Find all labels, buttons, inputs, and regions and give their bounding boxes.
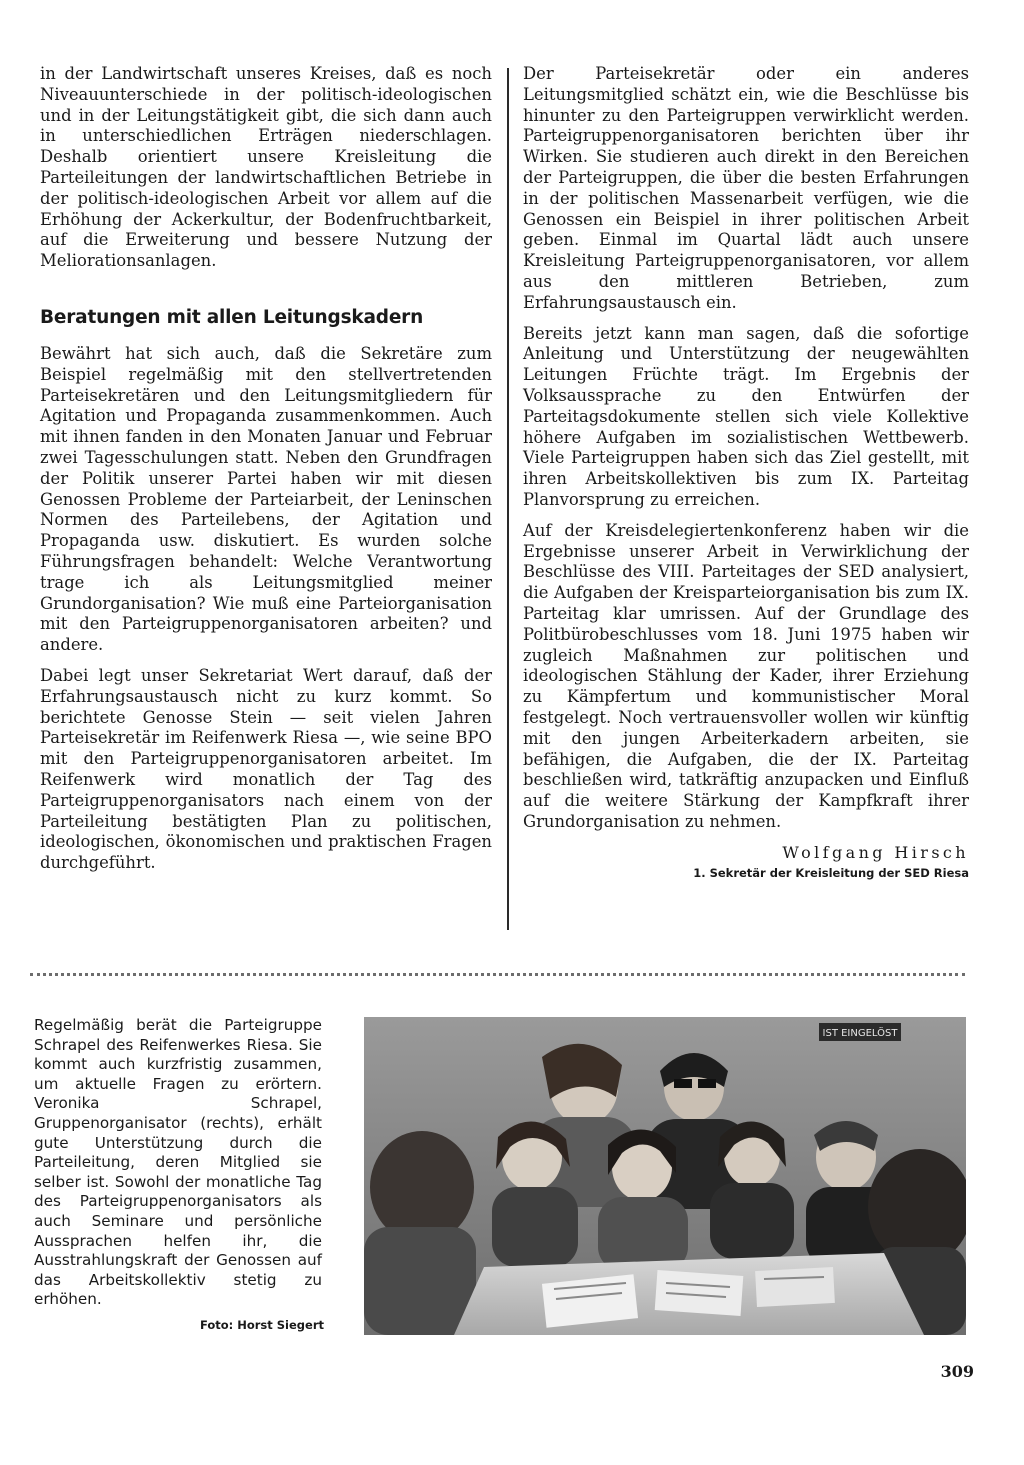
group-photo-illustration	[364, 1017, 966, 1335]
column-divider	[507, 68, 509, 930]
right-paragraph-2: Bereits jetzt kann man sagen, daß die sofortige Anleitung und Unterstützung der neugewählten Leitungen Früchte trägt. Im Ergebnis der Volksaussprache zu den Entwürfen der Parteitagsdokumente stellen sich viele Kollektive höhere Aufgaben im sozialistischen Wettbewerb. Viele Parteigruppen haben sich das Ziel gestellt, mit ihren Arbeitskollektiven bis zum IX. Parteitag Planvorsprung zu erreichen.	[523, 323, 969, 509]
wall-sign-text: IST EINGELÖST	[822, 1028, 898, 1039]
author-signature	[523, 843, 969, 882]
photo-credit: Foto: Horst Siegert	[199, 1318, 324, 1332]
photo-caption: Regelmäßig berät die Parteigruppe Schrapel des Reifenwerkes Riesa. Sie kommt auch kurzfristig zusammen, um aktuelle Fragen zu erörtern. Veronika Schrapel, Gruppenorganisator (rechts), erhält gute Unterstützung durch die Parteileitung, deren Mitglied sie selber ist. Sowohl der monatliche Tag des Parteigruppenorganisators als auch Seminare und persönliche Aussprachen helfen ihr, die Ausstrahlungskraft der Genossen auf das Arbeitskollektiv stetig zu erhöhen.	[34, 1016, 322, 1309]
group-photo	[364, 1017, 966, 1335]
right-paragraph-3: Auf der Kreisdelegiertenkonferenz haben wir die Ergebnisse unserer Arbeit in Verwirklichung der Beschlüsse des VIII. Parteitages der SED analysiert, die Aufgaben der Kreisparteiorganisation bis zum IX. Parteitag klar umrissen. Auf der Grundlage des Politbürobeschlusses vom 18. Juni 1975 haben wir zugleich Maßnahmen zur politischen und ideologischen Stählung der Kader, ihrer Erziehung zu Kämpfertum und kommunistischer Moral festgelegt. Noch vertrauensvoller wollen wir künftig mit den jungen Arbeiterkadern arbeiten, sie befähigen, die Aufgaben, die der IX. Parteitag beschließen wird, tatkräftig anzupacken und Einfluß auf die weitere Stärkung der Kampfkraft ihrer Grundorganisation zu nehmen.	[523, 520, 969, 831]
left-paragraph-3: Dabei legt unser Sekretariat Wert darauf, daß der Erfahrungsaustausch nicht zu kurz kommt. So berichtete Genosse Stein — seit vielen Jahren Parteisekretär im Reifenwerk Riesa —, wie seine BPO mit den Parteigruppenorganisatoren arbeitet. Im Reifenwerk wird monatlich der Tag des Parteigruppenorganisators nach einem von der Parteileitung bestätigten Plan zu politischen, ideologischen, ökonomischen und praktischen Fragen durchgeführt.	[40, 665, 492, 873]
author-role: 1. Sekretär der Kreisleitung der SED Riesa	[693, 866, 969, 881]
right-article-column	[523, 64, 969, 881]
left-paragraph-2: Bewährt hat sich auch, daß die Sekretäre zum Beispiel regelmäßig mit den stellvertretenden Parteisekretären und den Leitungsmitgliedern für Agitation und Propaganda zusammenkommen. Auch mit ihnen fanden in den Monaten Januar und Februar zwei Tagesschulungen statt. Neben den Grundfragen der Politik unserer Partei haben wir mit diesen Genossen Probleme der Parteiarbeit, der Leninschen Normen des Parteilebens, der Agitation und Propaganda usw. diskutiert. Es wurden solche Führungsfragen behandelt: Welche Verantwortung trage ich als Leitungsmitglied meiner Grundorganisation? Wie muß eine Parteiorganisation mit den Parteigruppenorganisatoren arbeiten? und andere.	[40, 343, 492, 655]
left-paragraph-1: in der Landwirtschaft unseres Kreises, daß es noch Niveauunterschiede in der politisch-ideologischen und in der Leitungstätigkeit gibt, die sich dann auch in unterschiedlichen Erträgen niederschlagen. Deshalb orientiert unsere Kreisleitung die Parteileitungen der landwirtschaftlichen Betriebe in der politisch-ideologischen Arbeit vor allem auf die Erhöhung der Ackerkultur, der Bodenfruchtbarkeit, auf die Erweiterung und bessere Nutzung der Meliorationsanlagen.	[40, 64, 492, 271]
page-number: 309	[940, 1362, 974, 1381]
left-article-column	[40, 64, 492, 884]
right-paragraph-1: Der Parteisekretär oder ein anderes Leitungsmitglied schätzt ein, wie die Beschlüsse bis hinunter zu den Parteigruppen verwirklicht werden. Parteigruppenorganisatoren berichten über ihr Wirken. Sie studieren auch direkt in den Bereichen der Parteigruppen, die über die besten Erfahrungen in der politischen Massenarbeit verfügen, wie die Genossen ein Beispiel in ihrer politischen Arbeit geben. Einmal im Quartal lädt auch unsere Kreisleitung Parteigruppenorganisatoren, vor allem aus den mittleren Betrieben, zum Erfahrungsaustausch ein.	[523, 64, 969, 312]
dotted-section-divider	[30, 973, 965, 976]
author-name: Wolfgang Hirsch	[782, 842, 969, 862]
section-subheading: Beratungen mit allen Leitungskadern	[40, 306, 424, 328]
